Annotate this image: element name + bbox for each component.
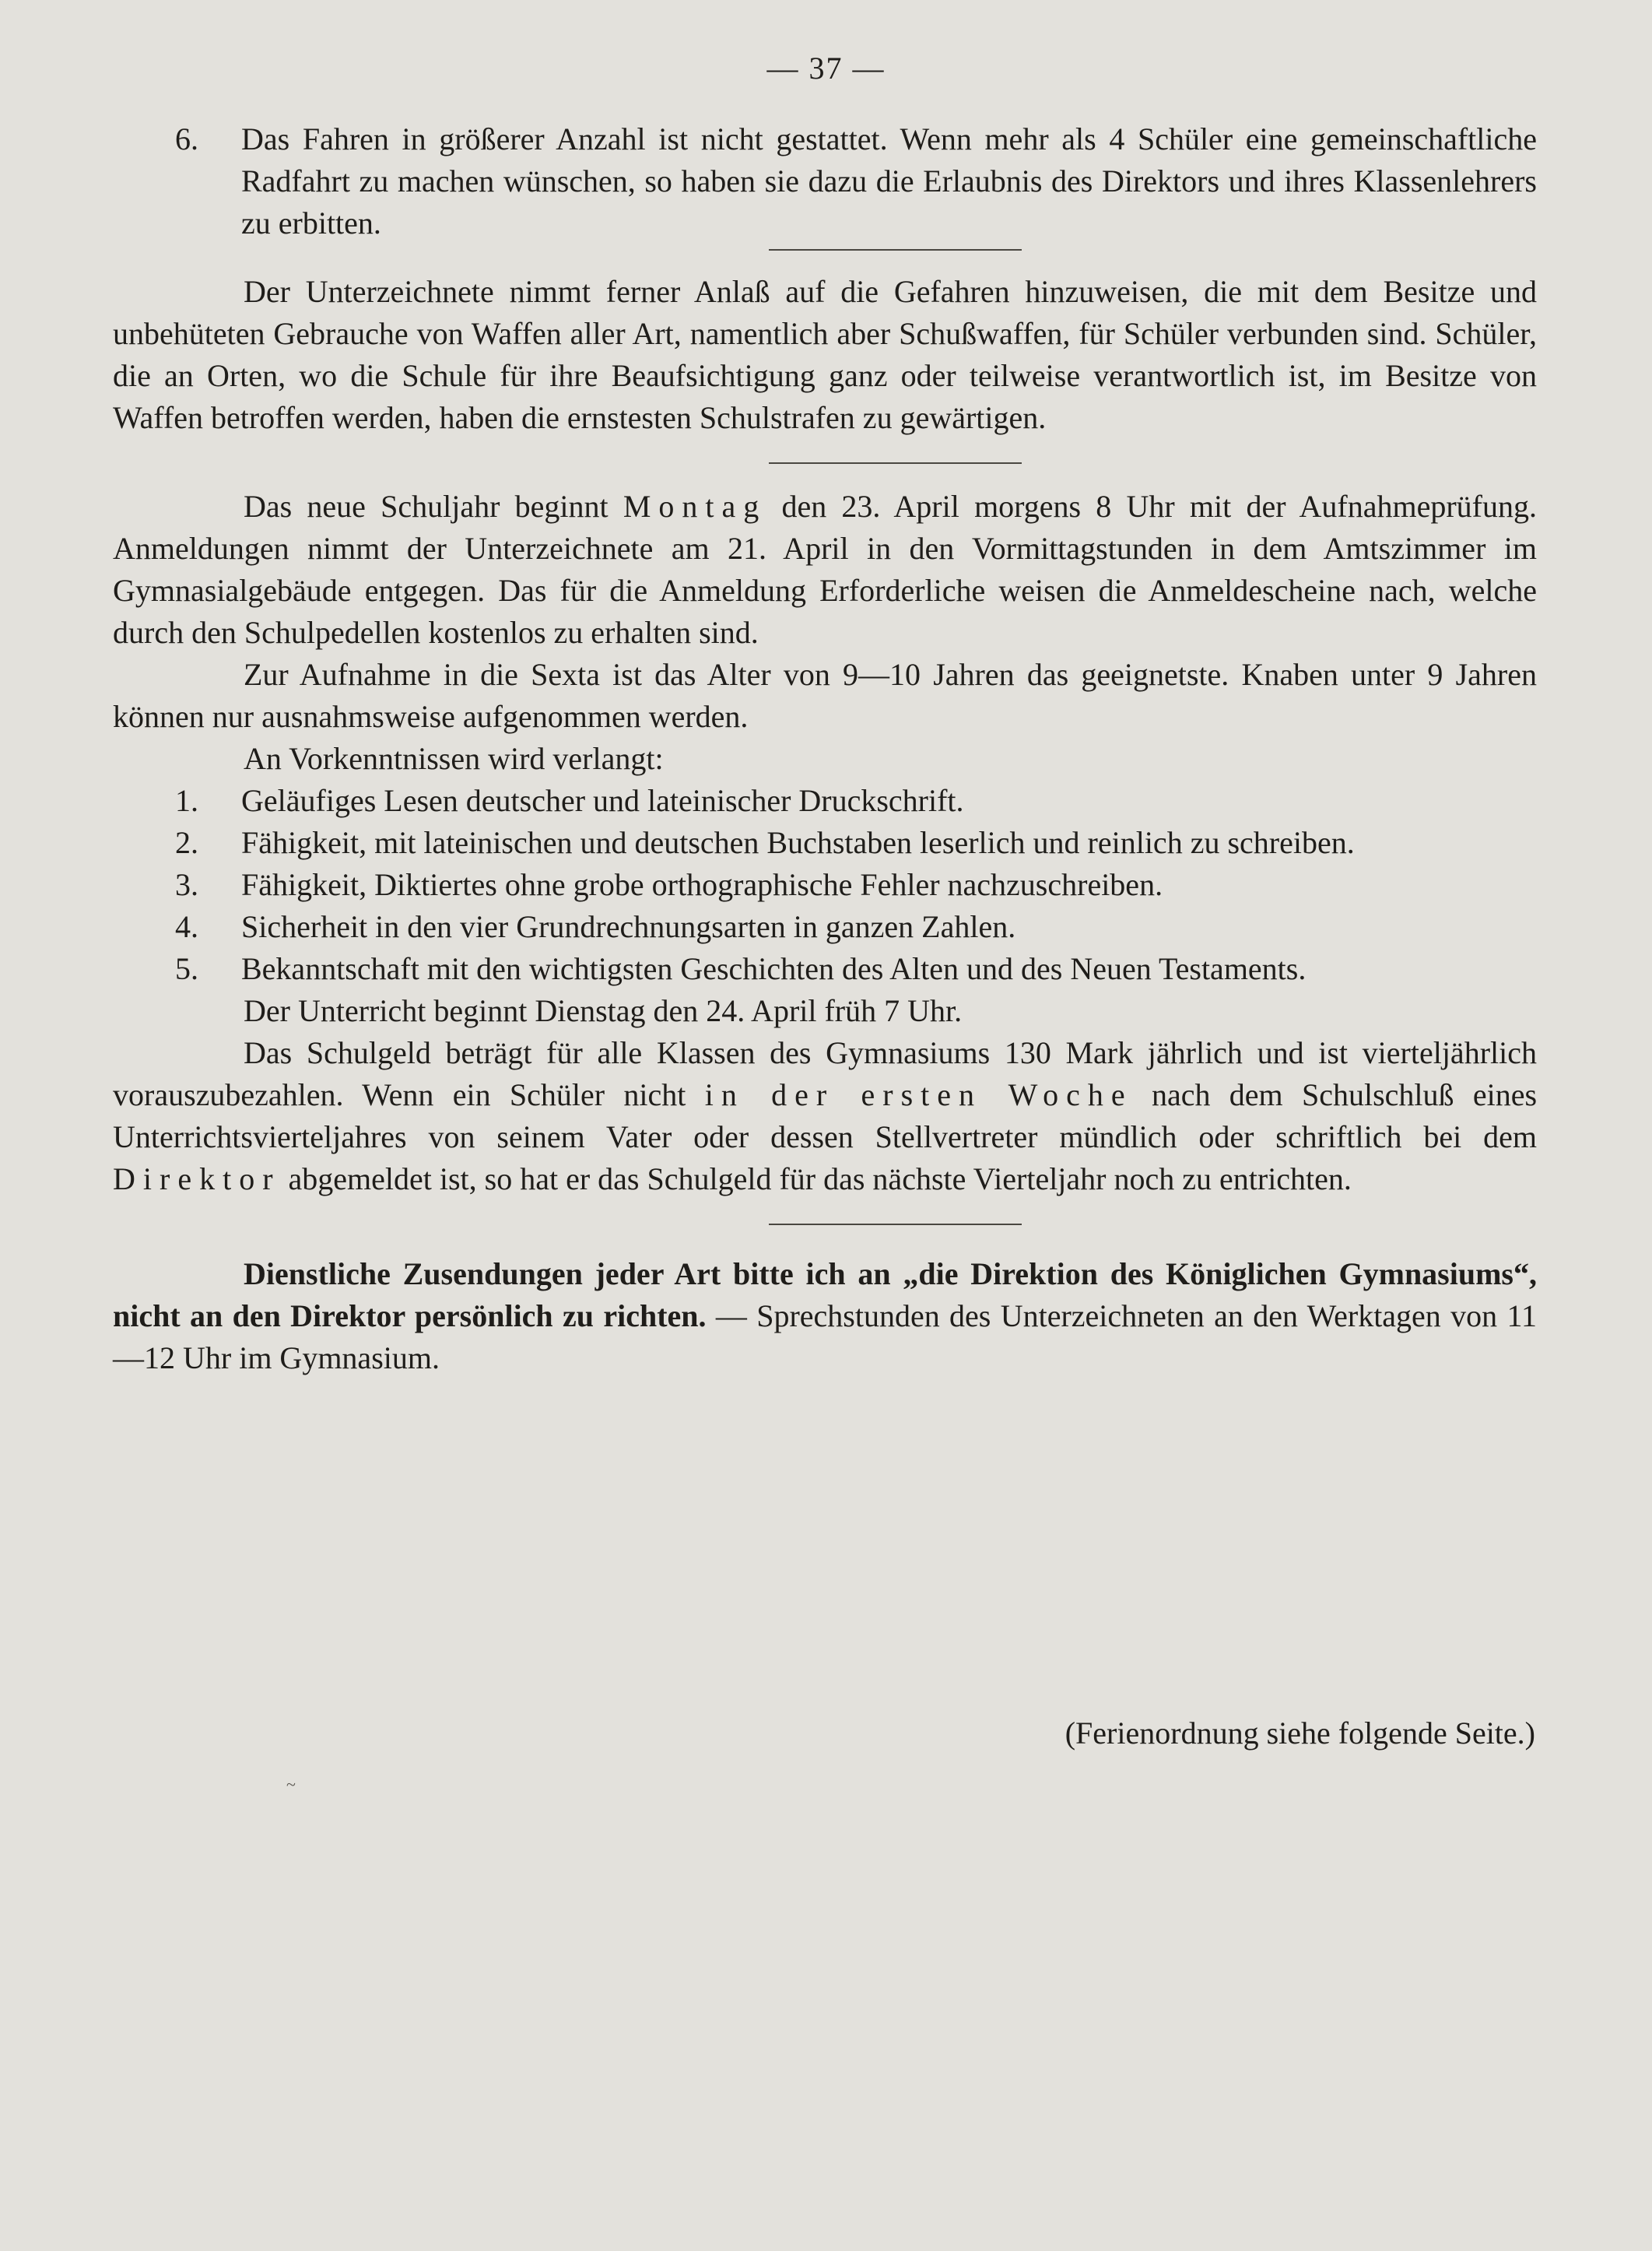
fees-text-2: nach dem Schulschluß eines Unterrichtsvierteljahres von seinem Vater oder dessen Stellvertreter mündlich oder schriftlich bei dem [113,1077,1538,1154]
page-body [113,118,1537,1379]
fees-emphasis-week: in der ersten Woche [704,1077,1133,1112]
list-item-number: 5. [175,951,198,986]
sexta-paragraph: Zur Aufnahme in die Sexta ist das Alter von 9—10 Jahren das geeignetste. Knaben unter 9 Jahren können nur ausnahmsweise aufgenommen werden. [113,657,1537,734]
closing-office-hours: — Sprechstunden des Unterzeichneten an den Werktagen von 11—12 Uhr im Gymnasium. [113,1298,1537,1375]
closing-paragraph [113,1253,1537,1379]
rule-item-6 [113,118,1537,244]
item-text: Das Fahren in größerer Anzahl ist nicht gestattet. Wenn mehr als 4 Schüler eine gemeinschaftliche Radfahrt zu machen wünschen, so haben sie dazu die Erlaubnis des Direktors und ihres Klassenlehrers zu erbitten. [241,121,1537,241]
section-divider [769,249,1022,251]
list-item-text: Geläufiges Lesen deutscher und lateinischer Druckschrift. [241,783,964,818]
list-item-text: Fähigkeit, mit lateinischen und deutschen Buchstaben leserlich und reinlich zu schreiben. [241,825,1355,860]
fees-text-3: abgemeldet ist, so hat er das Schulgeld für das nächste Vierteljahr noch zu entrichten. [280,1161,1352,1196]
list-item [113,948,1537,990]
lessons-start-paragraph: Der Unterricht beginnt Dienstag den 24. April früh 7 Uhr. [244,993,963,1028]
school-year-text-end: den 23. April morgens 8 Uhr mit der Aufnahmeprüfung. Anmeldungen nimmt der Unterzeichnete am 21. April in den Vormittagstunden in dem Amtszimmer im Gymnasialgebäude entgegen. Das für die Anmeldung Erforderliche weisen die Anmeldescheine nach, welche durch den Schulpedellen kostenlos zu erhalten sind. [113,489,1537,650]
list-item-number: 2. [175,825,198,860]
section-divider [769,1224,1022,1225]
list-item [113,864,1537,906]
list-item [113,822,1537,864]
list-item-text: Fähigkeit, Diktiertes ohne grobe orthographische Fehler nachzuschreiben. [241,867,1163,902]
item-number: 6. [175,121,198,156]
weapons-paragraph: Der Unterzeichnete nimmt ferner Anlaß auf die Gefahren hinzuweisen, die mit dem Besitze und unbehüteten Gebrauche von Waffen aller Art, namentlich aber Schußwaffen, für Schüler verbunden sind. Schüler, die an Orten, wo die Schule für ihre Beaufsichtigung ganz oder teilweise verantwortlich ist, im Besitze von Waffen betroffen werden, haben die ernstesten Schulstrafen zu gewärtigen. [113,274,1537,435]
requirements-list [113,780,1537,990]
list-item-number: 1. [175,783,198,818]
page-number: — 37 — [766,51,886,86]
closing-bold-text: Dienstliche Zusendungen jeder Art bitte ich an „die Direktion des Königlichen Gymnasiums“, nicht an den Direktor persönlich zu richten. [113,1256,1537,1333]
school-year-paragraph [113,486,1537,654]
school-year-text-start: Das neue Schuljahr beginnt [244,489,623,524]
list-item-number: 3. [175,867,198,902]
school-fees-paragraph [113,1032,1537,1200]
footnote-next-page: (Ferienordnung siehe folgende Seite.) [1065,1715,1535,1751]
fees-text-1: Das Schulgeld beträgt für alle Klassen des Gymnasiums 130 Mark jährlich und ist vierteljährlich vorauszubezahlen. Wenn ein Schüler nicht [113,1035,1537,1112]
list-item [113,906,1537,948]
list-item-text: Sicherheit in den vier Grundrechnungsarten in ganzen Zahlen. [241,909,1016,944]
list-item [113,780,1537,822]
fees-emphasis-director: Direktor [113,1161,281,1196]
knowledge-intro: An Vorkenntnissen wird verlangt: [244,741,664,776]
school-year-day: Montag [623,489,767,524]
ink-smudge-mark: ~ [286,1775,296,1794]
list-item-text: Bekanntschaft mit den wichtigsten Geschichten des Alten und des Neuen Testaments. [241,951,1307,986]
list-item-number: 4. [175,909,198,944]
section-divider [769,462,1022,464]
